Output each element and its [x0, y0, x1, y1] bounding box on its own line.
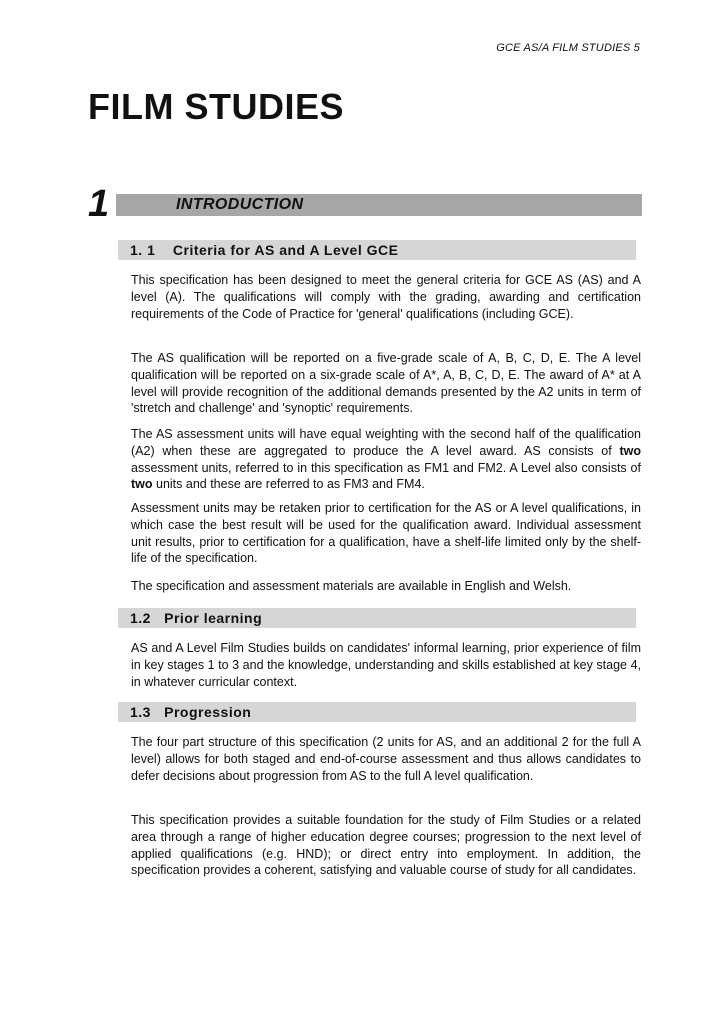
paragraph-emphasis: two — [131, 477, 153, 492]
paragraph-text: The AS assessment units will have equal weighting with the second half of the qualification (A2) when these are aggregated to produce the A level award. AS consists of — [131, 427, 641, 458]
paragraph: This specification provides a suitable foundation for the study of Film Studies or a related area through a range of higher education degree courses; progression to the next level of applied qualifications (e.g. HND); or direct entry into employment. In addition, the specification provides a coherent, satisfying and valuable course of study for all candidates. — [131, 813, 641, 878]
paragraph: The specification and assessment materials are available in English and Welsh. — [131, 579, 572, 593]
paragraph: AS and A Level Film Studies builds on candidates' informal learning, prior experience of film in key stages 1 to 3 and the knowledge, understanding and skills established at key stage 4, in whatever curricular context. — [131, 641, 641, 689]
paragraph: The four part structure of this specification (2 units for AS, and an additional 2 for the full A level) allows for both staged and end-of-course assessment and thus allows candidates to defer decisions about progression from AS to the full A level qualification. — [131, 735, 641, 783]
running-header: GCE AS/A FILM STUDIES 5 — [496, 42, 640, 54]
subsection-heading-label: 1. 1 Criteria for AS and A Level GCE — [130, 242, 399, 258]
paragraph-emphasis: two — [619, 443, 641, 458]
paragraph: The AS qualification will be reported on a five-grade scale of A, B, C, D, E. The A level qualification will be reported on a six-grade scale of A*, A, B, C, D, E. The award of A* at A level will provide recognition of the additional demands presented by the A2 units in term of 'stretch and challenge' and 'synoptic' requirements. — [131, 351, 641, 416]
subsection-heading-label: 1.3 Progression — [130, 704, 252, 720]
paragraph: This specification has been designed to meet the general criteria for GCE AS (AS) and A level (A). The qualifications will comply with the grading, awarding and certification requirements of the Code of Practice for 'general' qualifications (including GCE). — [131, 273, 641, 321]
section-title: INTRODUCTION — [176, 196, 304, 213]
subsection-heading-criteria — [118, 240, 636, 260]
subsection-heading-label: 1.2 Prior learning — [130, 610, 263, 626]
subsection-heading-prior-learning — [118, 608, 636, 628]
section-number: 1 — [88, 183, 110, 225]
paragraph — [131, 426, 641, 493]
paragraph: Assessment units may be retaken prior to certification for the AS or A level qualifications, in which case the best result will be used for the qualification award. Individual assessment unit results, prior to certification for a qualification, have a shelf-life limited only by the shelf-life of the specification. — [131, 501, 641, 566]
subsection-heading-progression — [118, 702, 636, 722]
section-heading — [88, 183, 642, 225]
paragraph-text: units and these are referred to as FM3 and FM4. — [152, 477, 425, 492]
document-title: FILM STUDIES — [88, 86, 344, 127]
paragraph-text: assessment units, referred to in this specification as FM1 and FM2. A Level also consists of — [131, 460, 641, 475]
